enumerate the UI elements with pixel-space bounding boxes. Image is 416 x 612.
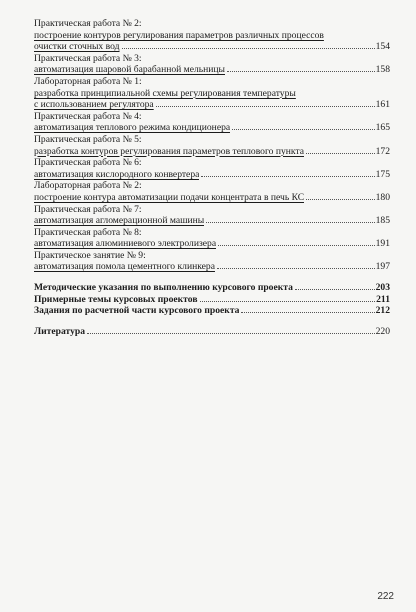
toc-section: [34, 282, 390, 294]
toc-text: автоматизация помола цементного клинкера: [34, 261, 215, 273]
dot-leader: [306, 153, 375, 154]
toc-text: разработка принципиальной схемы регулирования температуры: [34, 87, 296, 99]
dot-leader: [227, 71, 375, 72]
toc-entry: [34, 111, 390, 134]
toc-heading: Практическая работа № 7:: [34, 203, 142, 215]
toc-entry: [34, 18, 390, 53]
toc-page-number: 191: [375, 238, 390, 250]
toc-line: [34, 99, 390, 111]
toc-heading: Практическое занятие № 9:: [34, 249, 146, 261]
toc-page-number: 161: [375, 99, 390, 111]
dot-leader: [217, 268, 375, 269]
toc-text: с использованием регулятора: [34, 99, 154, 111]
toc-entry: [34, 250, 390, 273]
dot-leader: [122, 48, 375, 49]
toc-line: [34, 294, 390, 306]
toc-page-number: 175: [375, 168, 390, 180]
toc-line: [34, 227, 390, 239]
toc-line: [34, 53, 390, 65]
toc-page-number: 158: [375, 64, 390, 76]
toc-section-title: Задания по расчетной части курсового проекта: [34, 305, 240, 317]
toc-text: очистки сточных вод: [34, 41, 120, 53]
toc-heading: Лабораторная работа № 2:: [34, 180, 142, 192]
toc-section: [34, 294, 390, 306]
toc-line: [34, 282, 390, 294]
toc-text: построение контуров регулирования параметров различных процессов: [34, 29, 324, 41]
toc-line: [34, 204, 390, 216]
toc-text: разработка контуров регулирования параметров теплового пункта: [34, 145, 305, 157]
toc-page-number: 211: [376, 293, 390, 305]
toc-section: [34, 305, 390, 317]
toc-line: [34, 30, 390, 42]
toc-text: автоматизация шаровой барабанной мельницы: [34, 64, 226, 76]
toc-entry: [34, 53, 390, 76]
toc-line: [34, 41, 390, 53]
toc-heading: Практическая работа № 4:: [34, 110, 142, 122]
toc-page-number: 220: [375, 325, 390, 337]
toc-section-title: Литература: [34, 325, 86, 337]
toc-entry: [34, 227, 390, 250]
toc-entry: [34, 76, 390, 111]
toc-literature: [34, 326, 390, 338]
toc-line: [34, 169, 390, 181]
toc-section-title: Методические указания по выполнению курсового проекта: [34, 282, 293, 294]
dot-leader: [306, 199, 374, 200]
toc-text: автоматизация агломерационной машины: [34, 215, 205, 227]
toc-line: [34, 192, 390, 204]
toc-page-number: 172: [375, 145, 390, 157]
toc-line: [34, 215, 390, 227]
toc-text: автоматизация теплового режима кондиционера: [34, 122, 231, 134]
toc-page-number: 154: [375, 41, 390, 53]
toc-line: [34, 261, 390, 273]
toc-line: [34, 76, 390, 88]
toc-line: [34, 111, 390, 123]
toc-page-number: 197: [375, 261, 390, 273]
toc-heading: Практическая работа № 8:: [34, 226, 142, 238]
toc-heading: Практическая работа № 6:: [34, 157, 142, 169]
toc-text: автоматизация алюминиевого электролизера: [34, 238, 217, 250]
dot-leader: [206, 222, 374, 223]
spacer: [34, 273, 390, 282]
toc-line: [34, 326, 390, 338]
table-of-contents: [34, 18, 390, 337]
toc-entry: [34, 157, 390, 180]
toc-text: автоматизация кислородного конвертера: [34, 168, 200, 180]
toc-line: [34, 18, 390, 30]
dot-leader: [200, 301, 376, 302]
dot-leader: [156, 106, 375, 107]
toc-page-number: 212: [375, 305, 390, 317]
toc-line: [34, 146, 390, 158]
toc-entry: [34, 180, 390, 203]
toc-page-number: 203: [375, 282, 390, 294]
dot-leader: [295, 289, 375, 290]
dot-leader: [201, 176, 374, 177]
toc-entry: [34, 134, 390, 157]
toc-line: [34, 122, 390, 134]
toc-line: [34, 180, 390, 192]
dot-leader: [218, 245, 375, 246]
toc-line: [34, 250, 390, 262]
page-number: 222: [377, 591, 394, 602]
toc-entry: [34, 204, 390, 227]
toc-section-title: Примерные темы курсовых проектов: [34, 293, 198, 305]
toc-page-number: 165: [375, 122, 390, 134]
toc-line: [34, 88, 390, 100]
toc-page-number: 180: [375, 191, 390, 203]
toc-heading: Практическая работа № 2:: [34, 18, 142, 29]
toc-page-number: 185: [375, 215, 390, 227]
dot-leader: [87, 333, 375, 334]
toc-heading: Практическая работа № 5:: [34, 133, 142, 145]
toc-line: [34, 64, 390, 76]
toc-line: [34, 238, 390, 250]
dot-leader: [241, 312, 374, 313]
toc-line: [34, 157, 390, 169]
dot-leader: [232, 129, 374, 130]
toc-line: [34, 134, 390, 146]
toc-text: построение контура автоматизации подачи концентрата в печь КС: [34, 191, 305, 203]
spacer: [34, 317, 390, 326]
toc-heading: Практическая работа № 3:: [34, 52, 142, 64]
toc-heading: Лабораторная работа № 1:: [34, 75, 142, 87]
toc-line: [34, 305, 390, 317]
